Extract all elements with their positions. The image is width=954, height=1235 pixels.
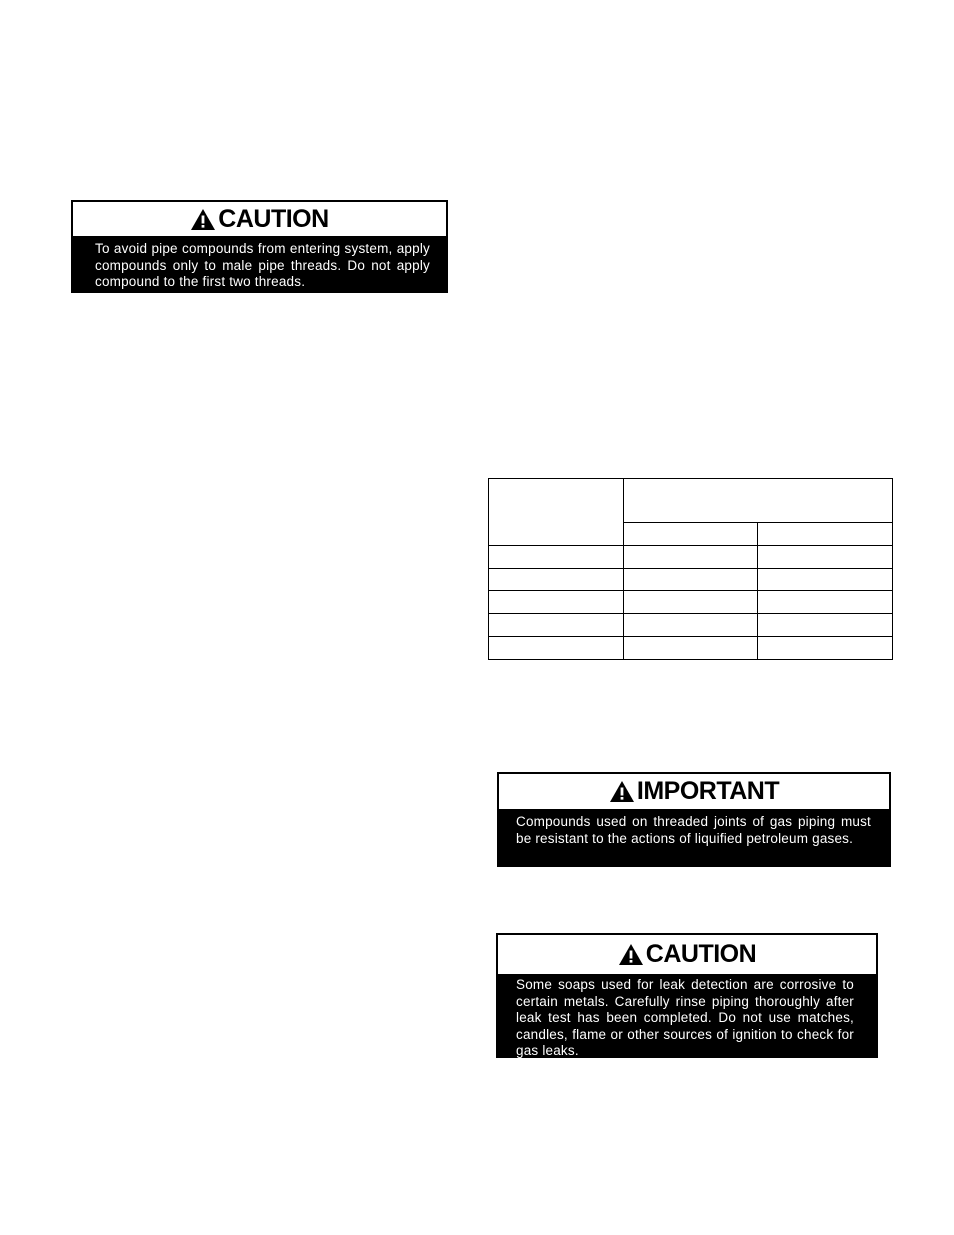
table-cell [758, 523, 893, 546]
important-notice-lp-compounds [497, 772, 891, 867]
important-heading: IMPORTANT [636, 777, 780, 805]
table-cell [624, 546, 758, 569]
caution-text: To avoid pipe compounds from entering system, apply compounds only to male pipe threads. Do not apply compound to the first two threads. [73, 236, 446, 291]
table-cell [758, 637, 893, 660]
table-cell [489, 637, 624, 660]
table-cell [758, 569, 893, 591]
blank-table [488, 478, 893, 660]
warning-triangle-icon [618, 943, 644, 966]
table-cell [624, 569, 758, 591]
table-row [489, 546, 893, 569]
table-row [489, 614, 893, 637]
table-row [489, 637, 893, 660]
table-cell [489, 591, 624, 614]
important-text: Compounds used on threaded joints of gas piping must be resistant to the actions of liquified petroleum gases. [499, 809, 889, 865]
table-cell [489, 569, 624, 591]
table-cell [624, 479, 893, 523]
warning-triangle-icon [609, 780, 635, 803]
table-cell [489, 546, 624, 569]
caution-heading: CAUTION [645, 940, 757, 968]
caution-notice-leak-detection [496, 933, 878, 1058]
important-header [499, 774, 889, 809]
caution-header [73, 202, 446, 236]
table-cell [624, 614, 758, 637]
table-cell [624, 523, 758, 546]
table-cell [758, 546, 893, 569]
caution-notice-pipe-compounds [71, 200, 448, 293]
table-row [489, 569, 893, 591]
caution-heading: CAUTION [218, 204, 329, 233]
caution-text: Some soaps used for leak detection are corrosive to certain metals. Carefully rinse piping thoroughly after leak test has been completed. Do not use matches, candles, flame or other sources of ignition to check for gas leaks. [498, 974, 876, 1056]
table-cell [489, 479, 624, 546]
warning-triangle-icon [190, 208, 216, 231]
table-cell [758, 591, 893, 614]
table-cell [758, 614, 893, 637]
table-row [489, 591, 893, 614]
caution-header [498, 935, 876, 974]
table-row [489, 479, 893, 523]
table-cell [624, 637, 758, 660]
table-cell [489, 614, 624, 637]
table-cell [624, 591, 758, 614]
